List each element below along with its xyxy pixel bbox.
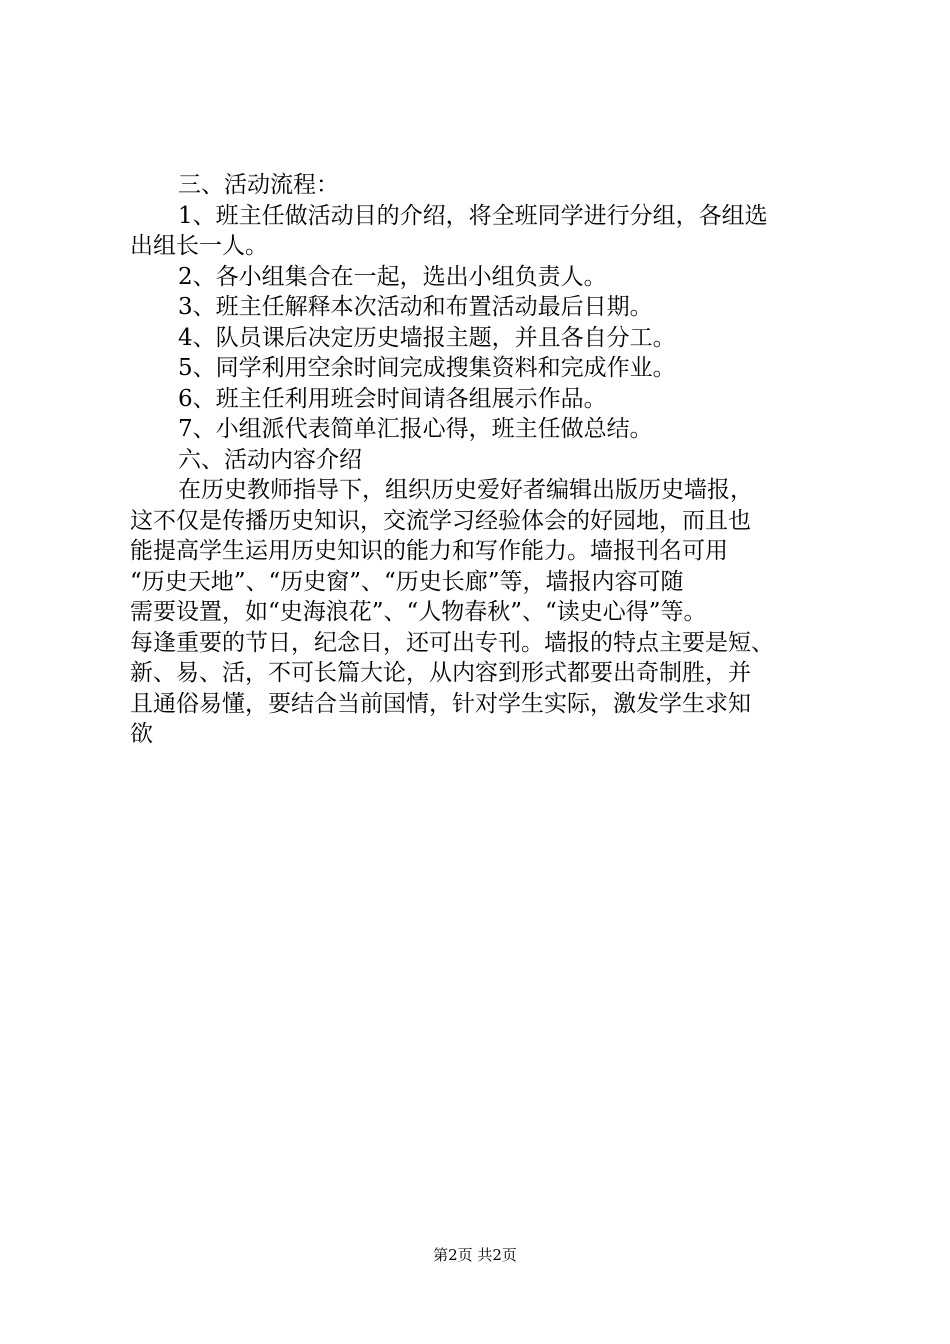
text-line: 2、各小组集合在一起，选出小组负责人。 [178,263,607,290]
text-line: 1、班主任做活动目的介绍，将全班同学进行分组，各组选 [178,202,768,229]
text-line: 三、活动流程： [178,172,339,198]
text-line: 新、易、活，不可长篇大论，从内容到形式都要出奇制胜，并 [130,660,751,686]
page-footer: 第2页 共2页 [433,1246,517,1264]
text-line: 6、班主任利用班会时间请各组展示作品。 [178,385,607,412]
text-line: 需要设置，如“史海浪花”、“人物春秋”、“读史心得”等。 [130,599,707,625]
text-line: 且通俗易懂，要结合当前国情，针对学生实际，激发学生求知 [130,690,751,717]
text-line: 3、班主任解释本次活动和布置活动最后日期。 [178,294,653,320]
text-line: 欲 [130,721,153,747]
text-line: 能提高学生运用历史知识的能力和写作能力。墙报刊名可用 [130,538,728,564]
text-line: 7、小组派代表简单汇报心得，班主任做总结。 [178,416,653,442]
text-line: 这不仅是传播历史知识，交流学习经验体会的好园地，而且也 [130,507,751,534]
text-line: 5、同学利用空余时间完成搜集资料和完成作业。 [178,355,676,381]
text-line: 每逢重要的节日，纪念日，还可出专刊。墙报的特点主要是短、 [130,629,774,656]
text-line: 出组长一人。 [130,233,268,259]
document-body [130,170,830,750]
text-line: 4、队员课后决定历史墙报主题，并且各自分工。 [178,324,676,351]
text-line: “历史天地”、“历史窗”、“历史长廊”等，墙报内容可随 [130,568,684,595]
text-line: 在历史教师指导下，组织历史爱好者编辑出版历史墙报， [178,477,753,503]
text-line: 六、活动内容介绍 [178,446,362,473]
